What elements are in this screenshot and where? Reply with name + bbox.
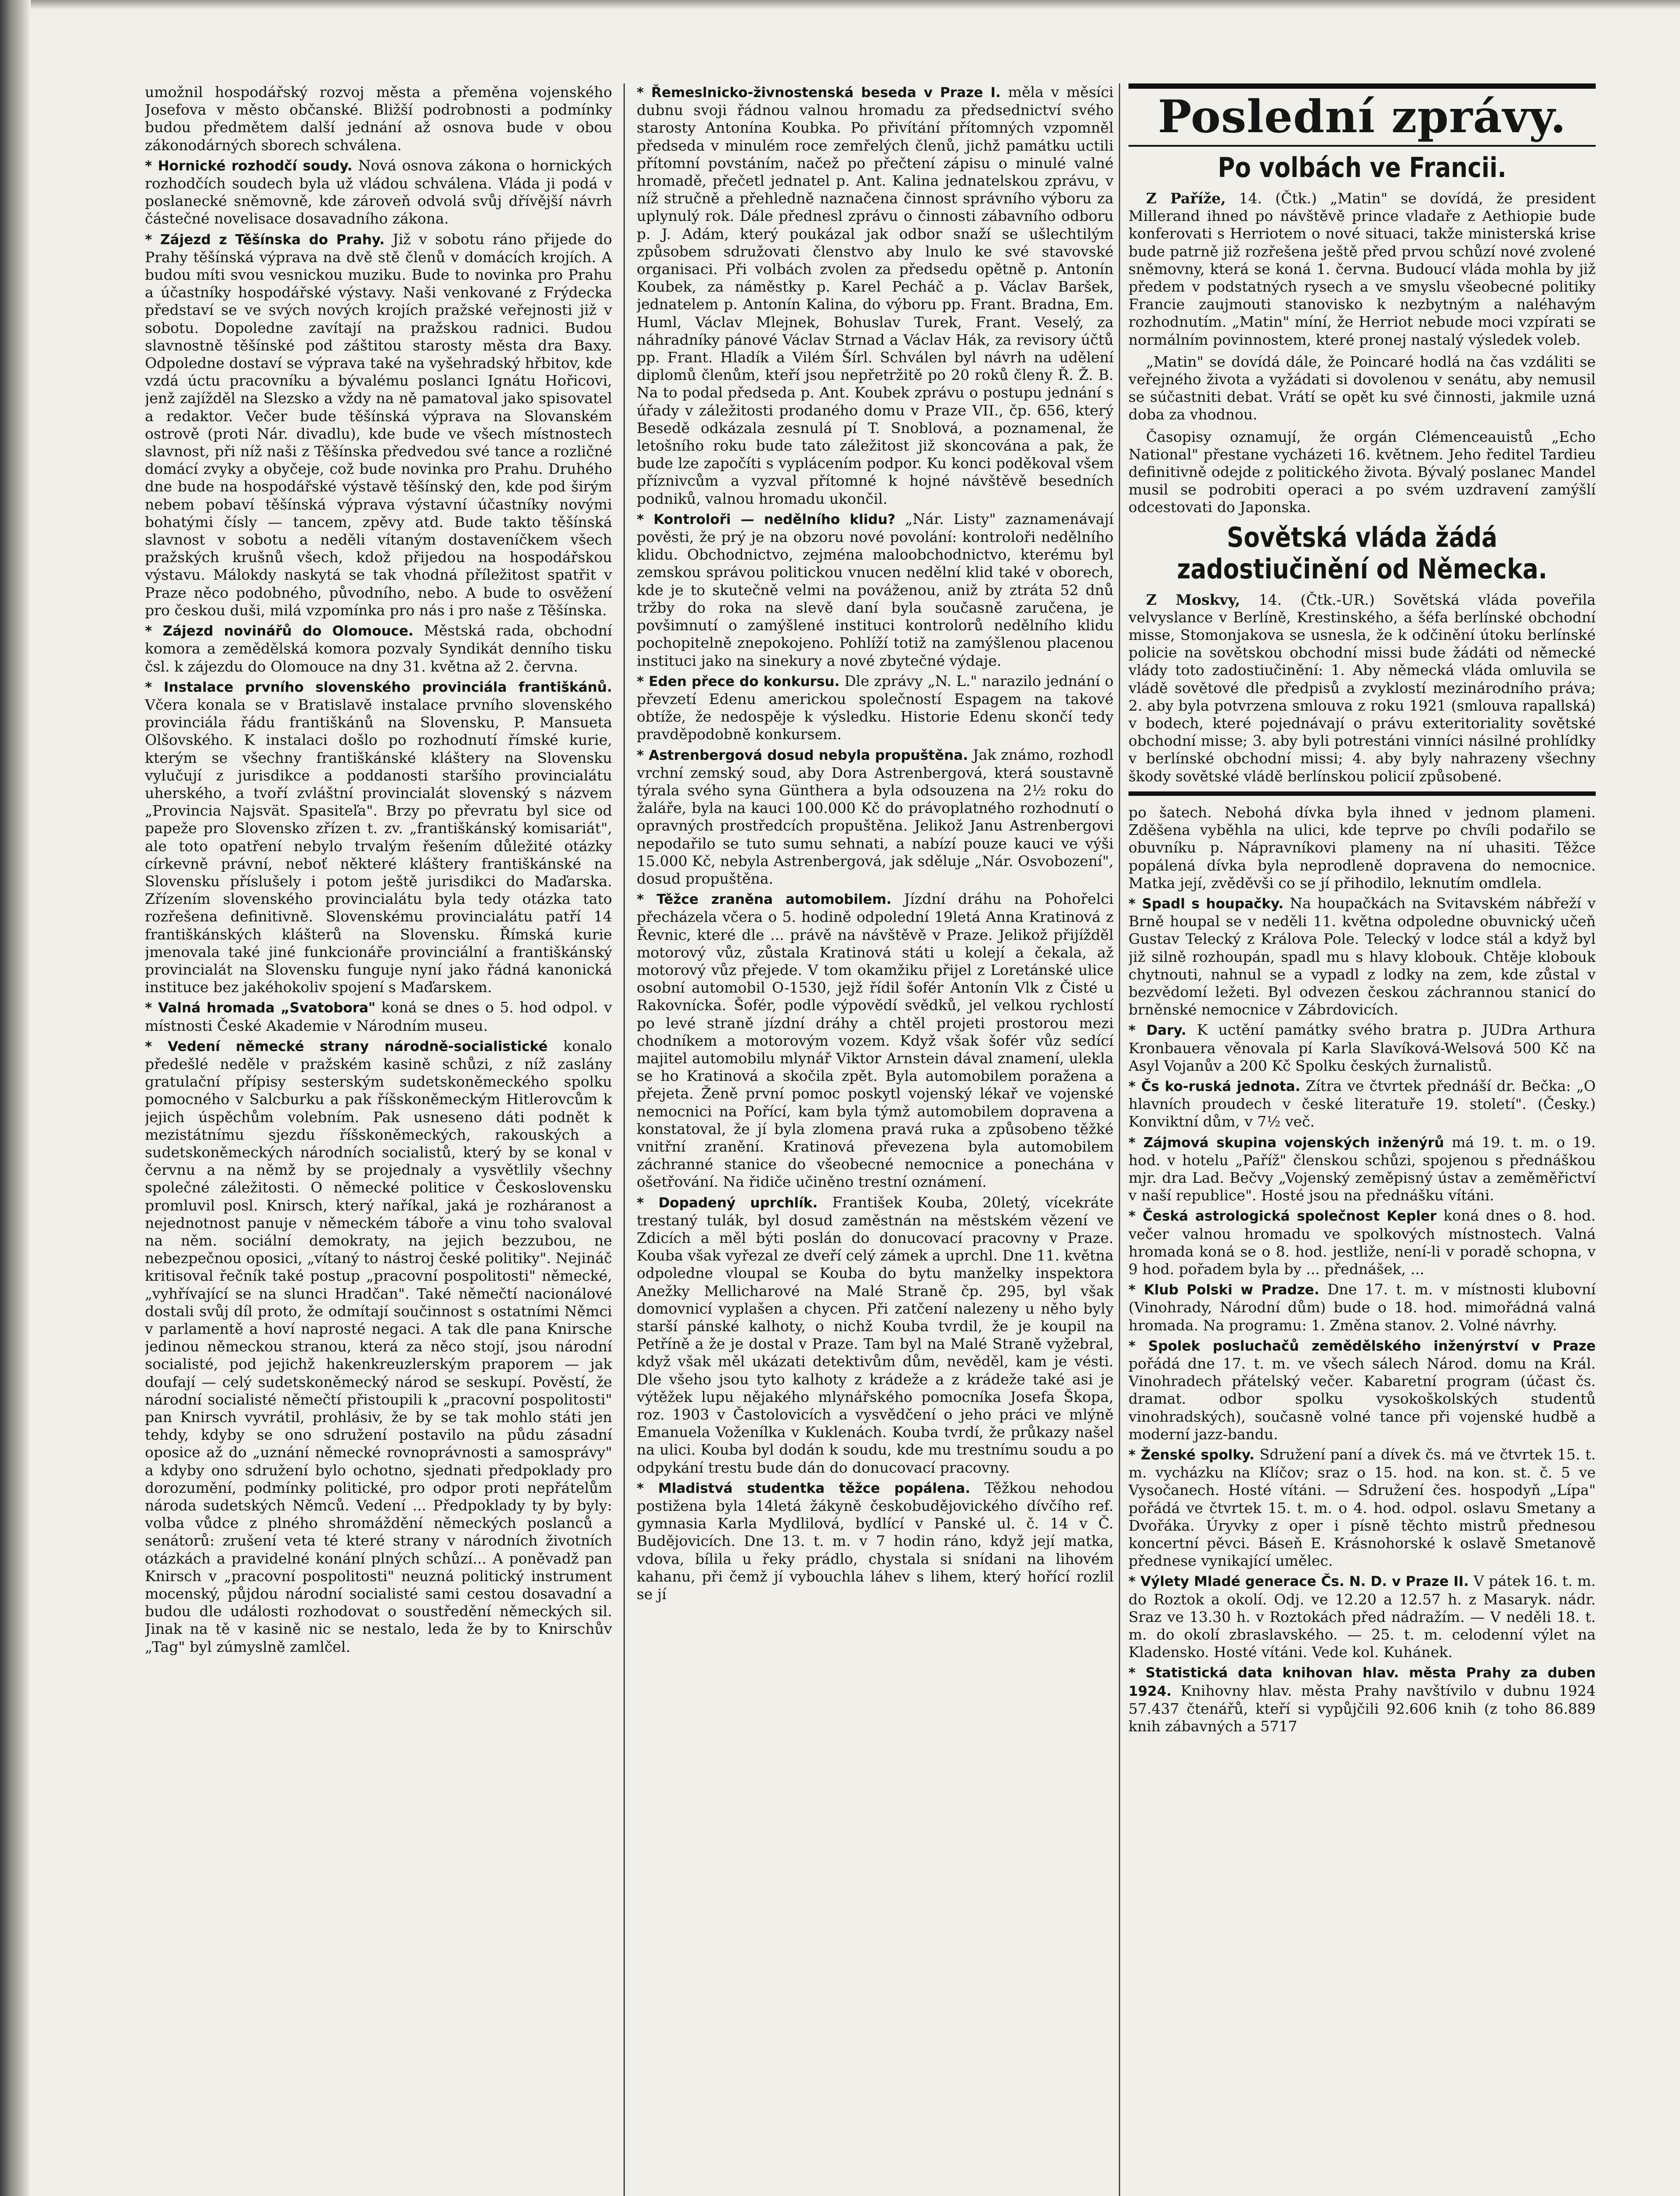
news-item-text: Dle zprávy „N. L." narazilo jednání o převzetí Edenu americkou společností Espagem na takové obtíže, že nedospěje k výsledku. Historie Edenu skončí tedy pravděpodobně konkursem. [637,672,1114,743]
news-item-text: po šatech. Nebohá dívka byla ihned v jednom plameni. Zděšena vyběhla na ulici, kde teprve po chvíli podařilo se obuvníku p. Nápravníkovi plameny na ní uhasiti. Těžce popálená dívka byla neprodleně dopravena do nemocnice. Matka její, zvěděvši co se jí přihodilo, leknutím omdlela. [1128,803,1596,892]
news-item-headline: * Zájezd novinářů do Olomouce. [145,623,414,639]
news-item [145,1037,612,1656]
news-item-text: Jízdní dráhu na Pohořelci přecházela včera o 5. hodině odpolední 19letá Anna Kratinová z Řevnic, které dle ... právě na návštěvě v Praze. Jelikož přijížděl motorový vůz, zůstala Kratinová státi u kolejí a čekala, až motorový vůz přejede. V tom okamžiku přijel z Loretánské ulice osobní automobil O-1530, jejž řídil šofér Antonín Vlk z Čisté u Rakovnícka. Šofér, podle výpovědí svědků, jel velkou rychlostí po levé straně jízdní dráhy a chtěl projeti prostorou mezi chodníkem a motorovým vozem. Když však šofér vůz sedící majitel automobilu mlynář Viktor Arnstein dával znamení, ulekla se ho Kratinová a skočila zpět. Byla automobilem poražena a přejeta. Ženě první pomoc poskytl vojenský lékař ve vojenské nemocnici na Pořící, kam byla týmž automobilem dopravena a konstatoval, že jí byla zlomena pravá ruka a způsobeno těžké vnitřní zranění. Kratinová převezena byla automobilem záchranné stanice do všeobecné nemocnice a ponechána v ošetřování. Na řidiče učiněno trestní oznámení. [637,890,1114,1191]
news-item-headline: * Zájezd z Těšínska do Prahy. [145,231,385,248]
news-item-text: František Kouba, 20letý, vícekráte trestaný tulák, byl dosud zaměstnán na městském vězení ve Zdicích a měl býti poslán do donucovací pracovny v Praze. Kouba však vyřezal ze dveří celý zámek a uprchl. Dne 11. května odpoledne vloupal se Kouba do bytu manželky inspektora Anežky Mellicharové na Malé Straně čp. 295, byl však domovnicí vyplašen a chycen. Při zatčení nalezeny u něho byly starší pánské kalhoty, o nichž Kouba tvrdil, že je koupil na Petříně a že je dostal v Praze. Tam byl na Malé Straně vyžebral, když však měl ukázati detektivům dům, nevěděl, kam je vésti. Dle všeho jsou tyto kalhoty z krádeže a z krádeže také asi je výtěžek lupu nějakého mlynářského pomocníka Josefa Škopa, roz. 1903 v Častolovicích a vysvědčení o jeho práci ve mlýně Emanuela Voženílka v Kuklenách. Kouba tvrdí, že průkazy našel na ulici. Kouba byl dodán k soudu, kde mu trestnímu soudu a po odpykání trestu bude dán do donucovací pracovny. [637,1193,1114,1476]
news-item-headline: * Zájmová skupina vojenských inženýrů [1128,1134,1444,1151]
news-item [1128,1134,1596,1205]
story-text: 14. (Čtk.-UR.) Sovětská vláda poveřila velvyslance v Berlíně, Krestinského, a šéfa berlínské obchodní misse, Stomonjakova se usnesla, že k odčinění útoku berlínské policie na sovětskou obchodní missi bude žádáti od německé vlády toto zadostiučinění: 1. Aby německá vláda omluvila se vládě sovětové dle předpisů a zvyklostí mezinárodního práva; 2. aby byla potvrzena smlouva z roku 1921 (smlouva rapallská) v bodech, které pojednávají o právu exteritoriality sovětské obchodní misse; 3. aby byli potrestáni vinníci násilné prohlídky v berlínské obchodní missi; 4. aby byly nahrazeny všechny škody sovětské vládě berlínskou policií způsobené. [1128,591,1596,785]
news-item [637,1194,1114,1477]
news-item-headline: * Hornické rozhodčí soudy. [145,158,353,174]
news-item [637,1479,1114,1603]
news-item-text: Sdružení paní a dívek čs. má ve čtvrtek 15. t. m. vycházku na Klíčov; sraz o 15. hod. na kon. st. č. 5 ve Vysočanech. Hosté vítáni. — Sdružení čes. hospodyň „Lípa" pořádá ve čtvrtek 15. t. m. o 4. hod. odpol. oslavu Smetany a Dvořáka. Úryvky z oper i písně těchto mistrů přednesou koncertní pěvci. Báseň E. Krásnohorské k oslavě Smetanově přednese vynikající umělec. [1128,1446,1596,1570]
news-item [1128,1077,1596,1131]
section-rule [1128,791,1596,796]
news-item [1128,1446,1596,1570]
news-item [637,672,1114,744]
column-3 [1128,83,1596,2196]
section-masthead: Poslední zprávy. [1157,90,1567,143]
news-item [1128,1572,1596,1661]
news-item [637,83,1114,508]
news-item-text: Včera konala se v Bratislavě instalace prvního slovenského provinciála řádu františkánů na Slovensku, P. Mansueta Olšovského. K instalaci došlo po rozhodnutí římské kurie, kterým se všechny františkánské kláštery na Slovensku vylučují z jurisdikce a poddanosti staršího provincialátu uherského, a tvoří zvláštní provincialát slovenský s názvem „Provincia Najsvät. Spasiteľa". Brzy po převratu byl sice od papeže pro Slovensko zřízen t. zv. „františkánský komisariát", ale toto opatření nebylo trvalým řešením důležité otázky církevně právní, neboť některé kláštery františkánské na Slovensku příslušely i potom ještě jurisdikci do Maďarska. Zřízením slovenského provincialátu byla tedy otázka tato rozřešena definitivně. Slovenskému provincialátu patří 14 františkánských klášterů na Slovensku. Římská kurie jmenovala také jiné funkcionáře provinciální a františkánský provincialát na Slovensku funguje nyní jako řádná kanonická instituce bez jakéhokoliv spojení s Maďarskem. [145,696,612,996]
news-item-text: V pátek 16. t. m. do Roztok a okolí. Odj. ve 12.20 a 12.57 h. z Masaryk. nádr. Sraz ve 13.30 h. v Roztokách před nádražím. — V neděli 18. t. m. do okolí zbraslavského. — 25. t. m. celodenní výlet na Kladensko. Hosté vítáni. Vede kol. Kuhánek. [1128,1572,1596,1661]
news-item-headline: * Výlety Mladé generace Čs. N. D. v Praze II. [1128,1574,1469,1590]
news-item-text: K uctění památky svého bratra p. JUDra Arthura Kronbauera věnovala pí Karla Slavíková-Welsová 500 Kč na Asyl Vojanův a 200 Kč Spolku českých žurnalistů. [1128,1021,1596,1074]
news-item-text: měla v měsíci dubnu svoji řádnou valnou hromadu za předsednictví svého starosty Antonína Koubka. Po přivítání přítomných vzpomněl předseda v minulém roce zemřelých členů, jichž památku uctili přítomní povstáním, načež po přečtení zápisu o minulé valné hromadě, přečetl jednatel p. Ant. Kalina jednatelskou zprávu, v níž stručně a přehledně naznačena činnost správního výboru za uplynulý rok. Dále přednesl zprávu o činnosti zábavního odboru p. J. Adám, který poukázal jak odbor snaží se ušlechtilým způsobem sdružovati členstvo aby lnulo ke své stavovské organisaci. Při volbách zvolen za předsedu opětně p. Antonín Koubek, za náměstky p. Karel Pecháč a p. Václav Baršek, jednatelem p. Antonín Kalina, do výboru pp. Frant. Bradna, Em. Huml, Václav Mlejnek, Bohuslav Turek, Frant. Veselý, za náhradníky pánové Václav Strnad a Václav Hák, za revisory účtů pp. Frant. Hladík a Vilém Šírl. Schválen byl návrh na udělení diplomů členům, kteří jsou nepřetržitě po 20 roků členy Ř. Ž. B. Na to podal předseda p. Ant. Koubek zprávu o postupu jednání s úřady v záležitosti prodaného domu v Praze VII., čp. 656, který Besedě odkázala zesnulá pí T. Snoblová, a poznamenal, že letošního roku bude tato záležitost již skoncována a pak, že bude lze započíti s vyplácením podpor. Ku konci poděkoval všem příznivcům a vyzval přítomné k hojné návštěvě besedních podniků, valnou hromadu ukončil. [637,83,1114,507]
news-item-text: konalo předešlé neděle v pražském kasině schůzi, z níž zaslány gratulační přípisy sesterským sudetskoněmeckého spolku pomocného v Salcburku a pak říšskoněmeckým Hitlerovcům k jejich úspěchům volebním. Pak usneseno dáti podnět k mezistátnímu sjezdu říšskoněmeckých, rakouských a sudetskoněmeckých národních socialistů, který by se konal v červnu a na němž by se projednaly a vysvětlily všechny společné záležitosti. O německé politice v Československu promluvil posl. Knirsch, který naříkal, jaká je rozháranost a nejednotnost panuje v německém táboře a vinu toho svaloval na něm. sociální demokraty, na jejich bezzubou, ne nebezpečnou oposici, „vítaný to nástroj české politiky". Nejináč kritisoval řečník také postup „pracovní pospolitosti" německé, „vyhřívající se na slunci Hradčan". Také němečtí nacionálové dostali svůj díl proto, že odmítají součinnost s ostatními Němci v parlamentě a hoví naprosté negaci. A tak dle pana Knirsche jedinou německou stranou, která za něco stojí, jsou národní socialisté, pod jejichž hakenkreuzlerským praporem — jak doufají — celý sudetskoněmecký národ se seskupí. Pověstí, že národní socialisté němečtí přistoupili k „pracovní pospolitosti" pan Knirsch vyvrátil, prohlásiv, že by se tak mohlo státi jen tehdy, kdyby se ono sdružení postavilo na půdu zásadní oposice až do „uznání německé rovnoprávnosti a samosprávy" a kdyby ono sdružení bylo ochotno, sjednati předpoklady pro dorozumění, podmínky politické, pro odpor proti nepřátelům národa sudetských Němců. Vedení ... Předpoklady ty by byly: volba vůdce z plného shromáždění německých poslanců a senátorů: zrušení veta té které strany v národních životních otázkách a pravidelné konání plných schůzí... A poněvadž pan Knirsch v „pracovní pospolitosti" neuzná politický instrument mocenský, půjdou národní socialisté sami cestou dosavadní a budou dle události rozhodovat o soustředění německých sil. Jinak na tě v kasině nic se nestalo, leda že by to Knirschův „Tag" byl zúmyslně zamlčel. [145,1037,612,1655]
story-text: 14. (Čtk.) „Matin" se dovídá, že president Millerand ihned po návštěvě prince vladaře z Aethiopie bude konferovati s Herriotem o nové situaci, takže ministerská krise bude patrně již rozřešena ještě před prvou schůzí nové zvolené sněmovny, která se koná 1. června. Budoucí vláda mohla by již předem v podstatných rysech a ve smyslu všeobecné politiky Francie zaujmouti stanovisko k nezbytným a naléhavým rozhodnutím. „Matin" míní, že Herriot nebude moci vzpírati se normálním povinnostem, které pronej nastalý výsledek voleb. [1128,190,1596,348]
news-item [1128,1207,1596,1278]
column-rule [1119,83,1120,2196]
story-text: „Matin" se dovídá dále, že Poincaré hodlá na čas vzdáliti se veřejného života a vyžádati si dovolenou v senátu, aby nemusil se súčastniti debat. Vrátí se opět ku své činnosti, jakmile uzná doba za vhodnou. [1128,353,1596,423]
news-item-text: „Nár. Listy" zaznamenávají pověsti, že prý je na obzoru nové povolání: kontroloři nedělního klidu. Obchodnictvo, zejména maloobchodnictvo, kterému byl zemskou správou politickou vnucen nedělní klid také v oborech, kde je to skutečně velmi na pováženou, aniž by ztráta 52 dnů tržby do roka na slevě daní byla současně zaručena, je povšimnutí o zamýšlené instituci kontrolorů nedělního klidu pochopitelně znepokojeno. Pohlíží totiž na zamýšlenou placenou instituci jako na sinekury a nové zbytečné výdaje. [637,510,1114,669]
news-item [145,231,612,619]
column-2 [637,83,1114,2196]
news-item [637,746,1114,888]
news-item [1128,1337,1596,1443]
story-text: Časopisy oznamují, že orgán Clémenceauistů „Echo National" přestane vycházeti 16. květnem. Jeho ředitel Tardieu definitivně odejde z politického života. Bývalý poslanec Mandel musil se podrobiti operaci a po svém uzdravení zamýšlí odcestovati do Japonska. [1128,428,1596,516]
news-item-text: má 19. t. m. o 19. hod. v hotelu „Paříž" členskou schůzi, spojenou s přednáškou mjr. dra Lad. Bečvy „Vojenský zeměpisný ústav a zeměměřictví v naší republice". Hosté jsou na přednášku vítáni. [1128,1133,1596,1204]
news-item-text: Zítra ve čtvrtek přednáší dr. Bečka: „O hlavních proudech v české literatuře 19. století". (Česky.) Konviktní dům, v 7½ več. [1128,1077,1596,1131]
story-paragraph [1128,428,1596,516]
news-item [1128,1664,1596,1735]
masthead-rule [1128,145,1596,147]
masthead-rule [1128,83,1596,89]
column-1 [145,83,612,2196]
news-item-headline: * Eden přece do konkursu. [637,673,840,690]
story-paragraph [1128,591,1596,785]
news-item-text: Nová osnova zákona o hornických rozhodčích soudech byla už vládou schválena. Vláda ji podá v poslanecké sněmovně, kde zároveň odvolá svůj dřívější návrh částečné novelisace dosavadního zákona. [145,156,612,228]
news-item-text: Knihovny hlav. města Prahy navštívilo v dubnu 1924 57.437 čtenářů, kteří si vypůjčili 92.606 knih (z toho 86.889 knih zábavných a 5717 [1128,1682,1596,1735]
news-item-headline: * Dary. [1128,1022,1186,1039]
news-item-text: pořádá dne 17. t. m. ve všech sálech Národ. domu na Král. Vinohradech přátelský večer. Kabaretní program (účast čs. dramat. odbor spolku vysokoškolských studentů vinohradských), současně volné tance při vojenské hudbě a moderní jazz-bandu. [1128,1354,1596,1443]
news-item-headline: * Ženské spolky. [1128,1447,1255,1463]
headline-france: Po volbách ve Francii. [1218,152,1507,184]
news-item [1128,1281,1596,1334]
news-item-headline: * Vedení německé strany národně-socialistické [145,1038,548,1055]
news-item [1128,804,1596,892]
story-france [1128,190,1596,516]
news-item [1128,1021,1596,1075]
column-rule [624,83,625,2196]
news-item-headline: * Astrenbergová dosud nebyla propuštěna. [637,747,968,763]
news-item-headline: * Statistická data knihovan hlav. města Prahy za duben 1924. [1128,1665,1596,1699]
news-item-headline: * Česká astrologická společnost Kepler [1128,1208,1437,1224]
news-item-headline: * Těžce zraněna automobilem. [637,892,892,908]
story-soviet [1128,591,1596,785]
news-item-headline: * Dopadený uprchlík. [637,1195,818,1211]
news-item-headline: * Mladistvá studentka těžce popálena. [637,1480,970,1496]
news-item-text: Těžkou nehodou postižena byla 14letá žákyně českobudějovického dívčího ref. gymnasia Karla Mydlilová, bydlící v Panské ul. č. 14 v Č. Budějovicích. Dne 13. t. m. v 7 hodin ráno, když její matka, vdova, bílila u řeky prádlo, chystala si snídani na lihovém kahanu, při čemž jí vybouchla láhev s lihem, který hořící rozlil se jí [637,1479,1114,1603]
news-item [145,83,612,154]
story-paragraph [1128,353,1596,424]
news-item [637,510,1114,670]
news-item-text: umožnil hospodářský rozvoj města a přeměna vojenského Josefova v město občanské. Bližší podrobnosti a podmínky budou předmětem další jednání až osnova bude v obou zákonodárných sborech schválena. [145,83,612,154]
news-item-text: Městská rada, obchodní komora a zemědělská komora pozvaly Syndikát denního tisku čsl. k zájezdu do Olomouce na dny 31. května až 2. června. [145,622,612,675]
page-binding-edge [0,0,31,2196]
news-item-headline: * Instalace prvního slovenského provinciála františkánů. [145,679,612,695]
news-item [1128,895,1596,1019]
dateline: Z Moskvy, [1146,591,1240,608]
news-item-text: Dne 17. t. m. v místnosti klubovní (Vinohrady, Národní dům) bude o 18. hod. mimořádná valná hromada. Na programu: 1. Změna stanov. 2. Volné návrhy. [1128,1281,1596,1334]
news-item [145,999,612,1034]
headline-soviet: Sovětská vláda žádá zadostiučinění od Německa. [1177,521,1547,585]
news-item-text: koná se dnes o 5. hod odpol. v místnosti České Akademie v Národním museu. [145,999,612,1034]
page-top-edge [0,0,1680,10]
column-3-notices [1128,804,1596,1735]
news-item-headline: * Spolek posluchačů zemědělského inženýrství v Praze [1128,1338,1596,1354]
news-item [145,622,612,675]
news-item-headline: * Spadl s houpačky. [1128,896,1284,912]
news-item-text: Na houpačkách na Svitavském nábřeží v Brně houpal se v neděli 11. května odpoledne obuvnický učeň Gustav Telecký z Králova Pole. Telecký v lodce stál a když byl již silně rozhoupán, spadl mu s hlavy klobouk. Chtěje klobouk chytnouti, nahnul se a vypadl z lodky na zem, kde zůstal v bezvědomí ležeti. Byl odvezen českou záchrannou stanicí do brněnské nemocnice v Zábrdovicích. [1128,894,1596,1019]
news-item [145,678,612,997]
news-item-text: koná dnes o 8. hod. večer valnou hromadu ve spolkových místnostech. Valná hromada koná se o 8. hod. jestliže, není-li v poradě schopna, v 9 hod. pořadem byla by ... přednášek, ... [1128,1207,1596,1278]
news-item-headline: * Řemeslnicko-živnostenská beseda v Praze I. [637,85,1001,101]
news-item [145,157,612,228]
news-item-headline: * Klub Polski w Pradze. [1128,1282,1319,1298]
news-item-text: Již v sobotu ráno přijede do Prahy těšínská výprava na dvě stě členů v domácích krojích. A budou míti svou vesnickou muziku. Bude to novinka pro Prahu a účastníky hospodářské výstavy. Naši venkované z Frýdecka představí se ve svých nových krojích pražské veřejnosti již v sobotu. Dopoledne zavítají na pražskou radnici. Budou slavnostně těšínské pod záštitou starosty města dra Baxy. Odpoledne dostaví se výprava také na vyšehradský hřbitov, kde vzdá úctu pracovníku a bývalému poslanci Ignátu Hořicovi, jenž zajížděl na Slezsko a vždy na ně pamatoval jako spisovatel a redaktor. Večer bude těšínská výprava na Slovanském ostrově (proti Nár. divadlu), kde bude ve všech místnostech slavnost, při níž naši z Těšínska předvedou své tance a rozličné domácí zvyky a obyčeje, což bude novinka pro Prahu. Druhého dne bude na hospodářské výstavě těšínský den, kde pod širým nebem pobaví těšínská výprava výstavní účastníky novými bohatými čísly — tancem, zpěvy atd. Bude takto těšínská slavnost v sobotu a neděli vítaným dostaveníčkem všech pražských krušnů všech, kdož přijedou na hospodářskou výstavu. Málokdy naskytá se tak vhodná příležitost spatřit v Praze něco podobného, původního, nebo. A bude to osvěžení pro českou duši, milá vzpomínka pro nás i pro naše z Těšínska. [145,230,612,619]
dateline: Z Paříže, [1146,190,1226,207]
news-item [637,890,1114,1191]
news-item-text: Jak známo, rozhodl vrchní zemský soud, aby Dora Astrenbergová, která soustavně týrala svého syna Günthera a byla odsouzena na 2½ roku do žaláře, byla na kauci 100.000 Kč do právoplatného rozhodnutí o opravných prostředcích propuštěna. Jelikož Janu Astrenbergovi nepodařilo se tuto sumu sehnati, a nabízí pouze kauci ve výši 15.000 Kč, nebyla Astrenbergová, jak sděluje „Nár. Osvobození", dosud propuštěna. [637,746,1114,887]
news-item-headline: * Valná hromada „Svatobora" [145,1000,376,1016]
story-paragraph [1128,190,1596,349]
news-item-headline: * Kontroloři — nedělního klidu? [637,511,896,527]
news-item-headline: * Čs ko-ruská jednota. [1128,1078,1301,1094]
